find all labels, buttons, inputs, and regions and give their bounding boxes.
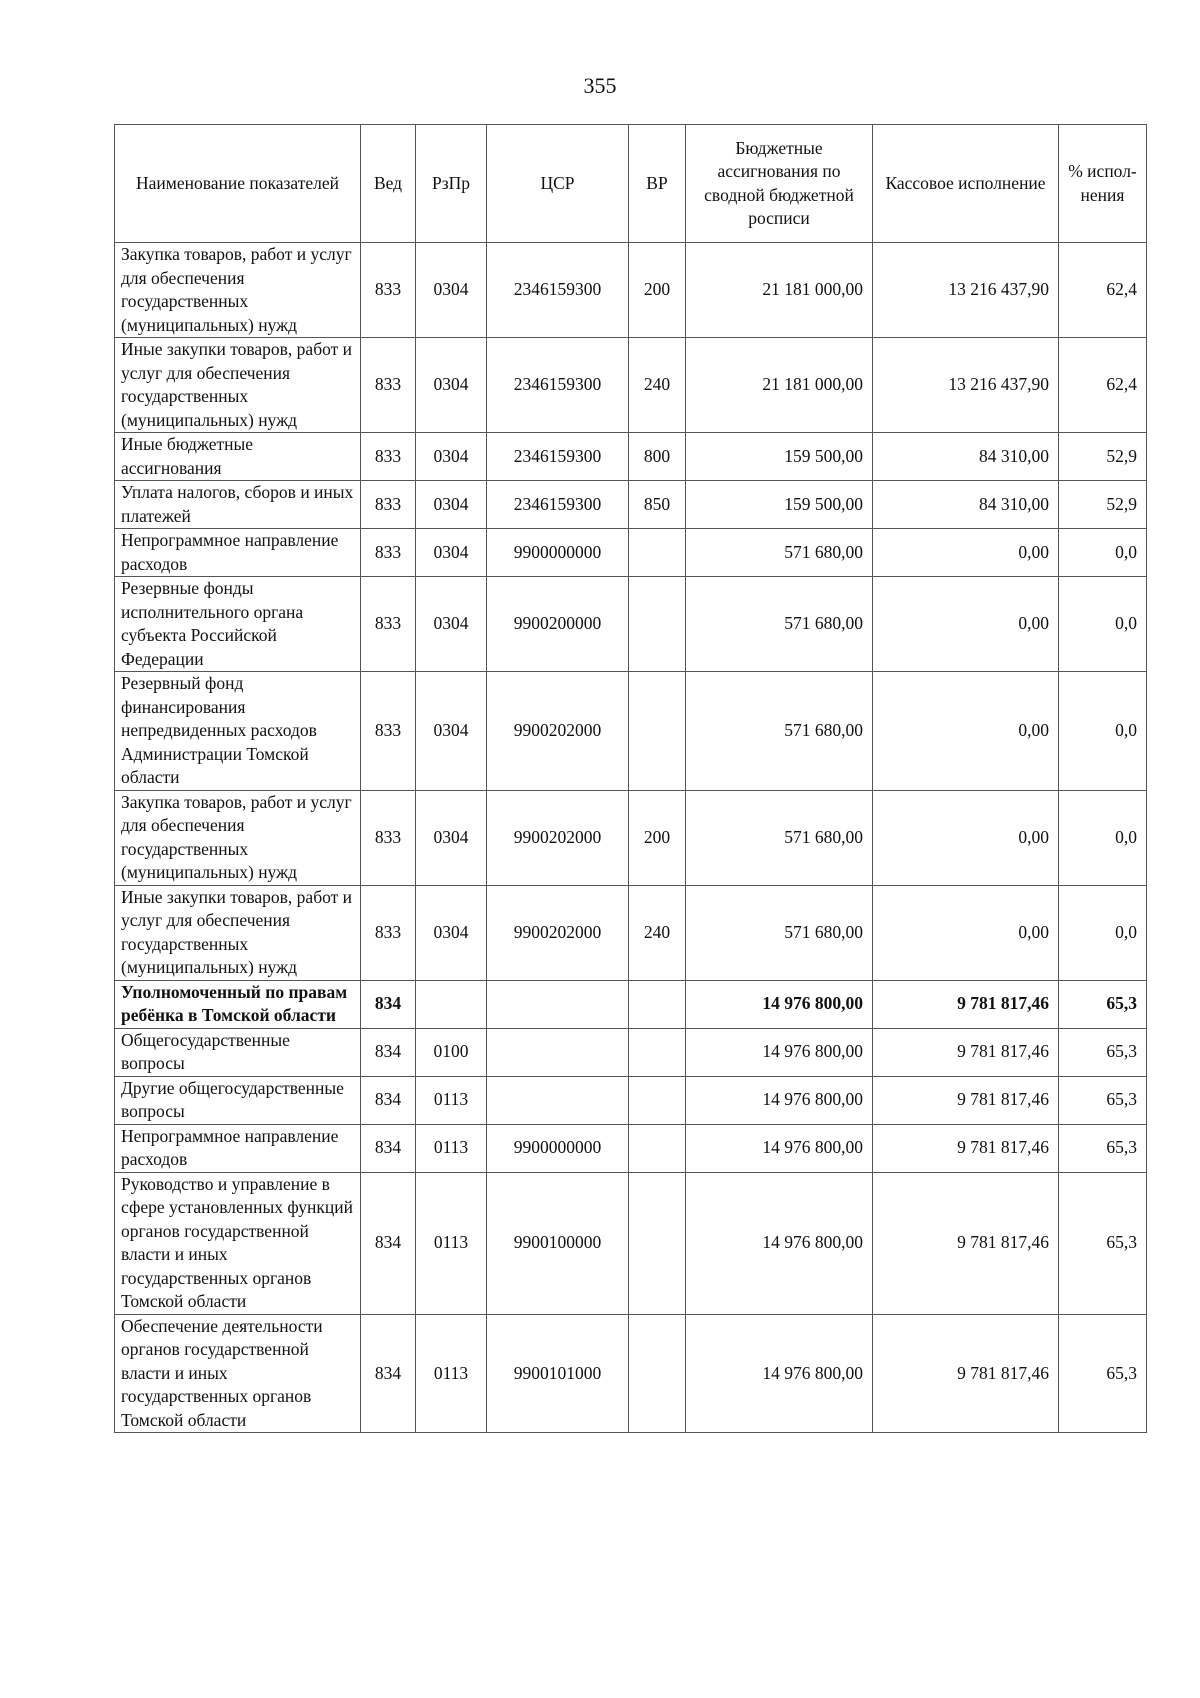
cell-plan: 14 976 800,00 <box>686 1314 873 1433</box>
table-header-row <box>115 125 1147 243</box>
cell-name: Иные бюджетные ассигнования <box>115 433 361 481</box>
cell-pct: 62,4 <box>1059 243 1147 338</box>
cell-plan: 571 680,00 <box>686 672 873 791</box>
header-vr: ВР <box>629 125 686 243</box>
cell-cash: 9 781 817,46 <box>873 1124 1059 1172</box>
cell-plan: 21 181 000,00 <box>686 338 873 433</box>
cell-name: Другие общегосударственные вопросы <box>115 1076 361 1124</box>
cell-csr: 9900101000 <box>487 1314 629 1433</box>
cell-pct: 65,3 <box>1059 980 1147 1028</box>
cell-cash: 9 781 817,46 <box>873 1172 1059 1314</box>
table-row <box>115 243 1147 338</box>
cell-csr: 9900200000 <box>487 577 629 672</box>
cell-ved: 833 <box>361 790 416 885</box>
cell-pct: 65,3 <box>1059 1314 1147 1433</box>
table-body <box>115 243 1147 1433</box>
cell-pct: 52,9 <box>1059 481 1147 529</box>
cell-pct: 0,0 <box>1059 577 1147 672</box>
cell-csr: 9900100000 <box>487 1172 629 1314</box>
cell-vr <box>629 1172 686 1314</box>
cell-rzpr: 0304 <box>416 243 487 338</box>
cell-ved: 834 <box>361 980 416 1028</box>
cell-rzpr: 0304 <box>416 885 487 980</box>
cell-cash: 9 781 817,46 <box>873 980 1059 1028</box>
cell-pct: 0,0 <box>1059 529 1147 577</box>
header-plan: Бюджетные ассигнования по сводной бюджетной росписи <box>686 125 873 243</box>
cell-rzpr: 0113 <box>416 1314 487 1433</box>
cell-csr: 9900202000 <box>487 885 629 980</box>
cell-rzpr: 0100 <box>416 1028 487 1076</box>
cell-pct: 65,3 <box>1059 1028 1147 1076</box>
cell-pct: 0,0 <box>1059 790 1147 885</box>
cell-pct: 65,3 <box>1059 1172 1147 1314</box>
cell-rzpr: 0113 <box>416 1076 487 1124</box>
cell-vr <box>629 1314 686 1433</box>
table-row <box>115 885 1147 980</box>
cell-rzpr: 0113 <box>416 1172 487 1314</box>
cell-vr <box>629 1076 686 1124</box>
cell-plan: 159 500,00 <box>686 481 873 529</box>
cell-vr: 200 <box>629 243 686 338</box>
cell-csr: 2346159300 <box>487 481 629 529</box>
table-row <box>115 1172 1147 1314</box>
cell-rzpr: 0304 <box>416 790 487 885</box>
header-ved: Вед <box>361 125 416 243</box>
cell-vr: 240 <box>629 885 686 980</box>
cell-ved: 833 <box>361 672 416 791</box>
page-number: 355 <box>583 73 617 98</box>
cell-pct: 0,0 <box>1059 672 1147 791</box>
cell-ved: 834 <box>361 1172 416 1314</box>
cell-plan: 14 976 800,00 <box>686 980 873 1028</box>
cell-rzpr <box>416 980 487 1028</box>
cell-name: Резервный фонд финансирования непредвиденных расходов Администрации Томской области <box>115 672 361 791</box>
cell-rzpr: 0304 <box>416 338 487 433</box>
cell-cash: 9 781 817,46 <box>873 1028 1059 1076</box>
cell-csr: 2346159300 <box>487 243 629 338</box>
cell-pct: 65,3 <box>1059 1076 1147 1124</box>
cell-plan: 571 680,00 <box>686 529 873 577</box>
cell-cash: 13 216 437,90 <box>873 243 1059 338</box>
cell-plan: 571 680,00 <box>686 885 873 980</box>
table-row <box>115 1076 1147 1124</box>
cell-name: Закупка товаров, работ и услуг для обеспечения государственных (муниципальных) нужд <box>115 790 361 885</box>
cell-ved: 833 <box>361 481 416 529</box>
cell-ved: 833 <box>361 577 416 672</box>
cell-vr: 800 <box>629 433 686 481</box>
cell-name: Обеспечение деятельности органов государственной власти и иных государственных органов Томской области <box>115 1314 361 1433</box>
cell-plan: 14 976 800,00 <box>686 1076 873 1124</box>
cell-vr <box>629 1028 686 1076</box>
header-cash: Кассовое исполнение <box>873 125 1059 243</box>
cell-csr: 9900000000 <box>487 529 629 577</box>
cell-vr <box>629 529 686 577</box>
cell-csr: 9900202000 <box>487 672 629 791</box>
cell-cash: 0,00 <box>873 577 1059 672</box>
cell-cash: 9 781 817,46 <box>873 1314 1059 1433</box>
header-pct: % испол-нения <box>1059 125 1147 243</box>
cell-cash: 0,00 <box>873 529 1059 577</box>
cell-vr: 240 <box>629 338 686 433</box>
cell-pct: 0,0 <box>1059 885 1147 980</box>
cell-pct: 65,3 <box>1059 1124 1147 1172</box>
cell-cash: 84 310,00 <box>873 433 1059 481</box>
cell-rzpr: 0304 <box>416 529 487 577</box>
cell-plan: 571 680,00 <box>686 577 873 672</box>
cell-rzpr: 0304 <box>416 577 487 672</box>
cell-cash: 0,00 <box>873 672 1059 791</box>
table-row <box>115 1028 1147 1076</box>
cell-name: Руководство и управление в сфере установленных функций органов государственной власти и иных государственных органов Томской области <box>115 1172 361 1314</box>
table-row <box>115 980 1147 1028</box>
cell-ved: 833 <box>361 529 416 577</box>
cell-rzpr: 0304 <box>416 672 487 791</box>
cell-plan: 14 976 800,00 <box>686 1028 873 1076</box>
cell-plan: 571 680,00 <box>686 790 873 885</box>
cell-cash: 9 781 817,46 <box>873 1076 1059 1124</box>
table-row <box>115 1124 1147 1172</box>
cell-csr <box>487 1076 629 1124</box>
cell-rzpr: 0304 <box>416 433 487 481</box>
cell-plan: 159 500,00 <box>686 433 873 481</box>
table-row <box>115 338 1147 433</box>
cell-ved: 834 <box>361 1124 416 1172</box>
cell-csr <box>487 1028 629 1076</box>
cell-vr <box>629 1124 686 1172</box>
cell-name: Иные закупки товаров, работ и услуг для обеспечения государственных (муниципальных) нужд <box>115 885 361 980</box>
header-name: Наименование показателей <box>115 125 361 243</box>
cell-cash: 0,00 <box>873 885 1059 980</box>
cell-csr: 2346159300 <box>487 433 629 481</box>
cell-name: Уплата налогов, сборов и иных платежей <box>115 481 361 529</box>
header-rzpr: РзПр <box>416 125 487 243</box>
cell-vr <box>629 577 686 672</box>
table-row <box>115 577 1147 672</box>
cell-ved: 834 <box>361 1076 416 1124</box>
cell-ved: 834 <box>361 1314 416 1433</box>
cell-vr: 200 <box>629 790 686 885</box>
table-row <box>115 790 1147 885</box>
cell-rzpr: 0304 <box>416 481 487 529</box>
cell-name: Закупка товаров, работ и услуг для обеспечения государственных (муниципальных) нужд <box>115 243 361 338</box>
cell-ved: 833 <box>361 885 416 980</box>
cell-name: Резервные фонды исполнительного органа субъекта Российской Федерации <box>115 577 361 672</box>
cell-plan: 14 976 800,00 <box>686 1124 873 1172</box>
table-row <box>115 433 1147 481</box>
cell-name: Уполномоченный по правам ребёнка в Томской области <box>115 980 361 1028</box>
cell-vr <box>629 672 686 791</box>
cell-cash: 84 310,00 <box>873 481 1059 529</box>
cell-ved: 834 <box>361 1028 416 1076</box>
table-row <box>115 529 1147 577</box>
cell-ved: 833 <box>361 433 416 481</box>
cell-plan: 21 181 000,00 <box>686 243 873 338</box>
budget-execution-table <box>114 124 1147 1433</box>
cell-ved: 833 <box>361 338 416 433</box>
cell-name: Непрограммное направление расходов <box>115 1124 361 1172</box>
cell-name: Общегосударственные вопросы <box>115 1028 361 1076</box>
cell-csr: 9900000000 <box>487 1124 629 1172</box>
table-row <box>115 672 1147 791</box>
cell-name: Непрограммное направление расходов <box>115 529 361 577</box>
table-row <box>115 1314 1147 1433</box>
cell-pct: 62,4 <box>1059 338 1147 433</box>
cell-vr: 850 <box>629 481 686 529</box>
header-csr: ЦСР <box>487 125 629 243</box>
cell-cash: 13 216 437,90 <box>873 338 1059 433</box>
cell-pct: 52,9 <box>1059 433 1147 481</box>
cell-csr <box>487 980 629 1028</box>
cell-plan: 14 976 800,00 <box>686 1172 873 1314</box>
cell-vr <box>629 980 686 1028</box>
cell-name: Иные закупки товаров, работ и услуг для обеспечения государственных (муниципальных) нужд <box>115 338 361 433</box>
table-row <box>115 481 1147 529</box>
cell-ved: 833 <box>361 243 416 338</box>
cell-rzpr: 0113 <box>416 1124 487 1172</box>
cell-csr: 2346159300 <box>487 338 629 433</box>
cell-csr: 9900202000 <box>487 790 629 885</box>
cell-cash: 0,00 <box>873 790 1059 885</box>
